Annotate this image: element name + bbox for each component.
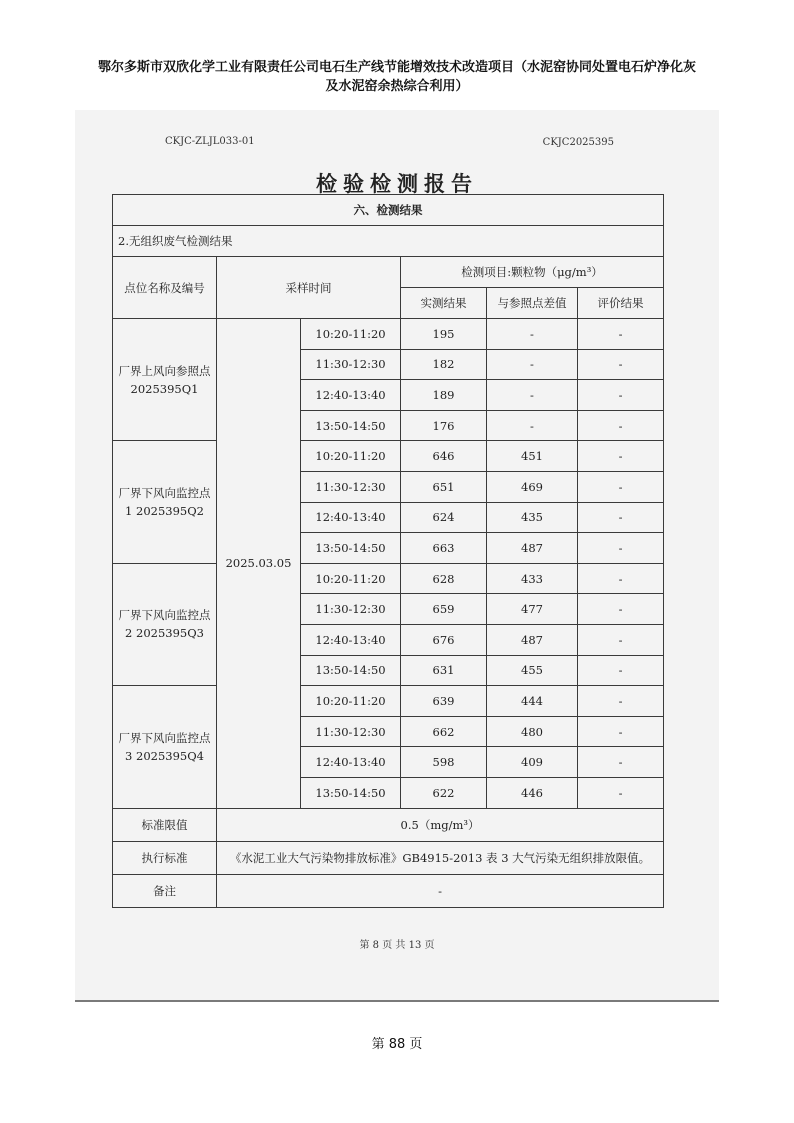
sampling-time: 13:50-14:50 [301,777,401,808]
eval-value: - [578,747,664,778]
sampling-date: 2025.03.05 [217,319,301,809]
eval-value: - [578,380,664,411]
standard-label: 执行标准 [113,841,217,874]
page-header [60,58,734,96]
measured-value: 663 [401,533,487,564]
diff-value: - [487,349,578,380]
measured-value: 662 [401,716,487,747]
header-point: 点位名称及编号 [113,257,217,319]
point-name: 厂界下风向监控点 2 2025395Q3 [113,563,217,685]
sampling-time: 10:20-11:20 [301,319,401,350]
remark-row [113,874,664,907]
measured-value: 646 [401,441,487,472]
eval-value: - [578,655,664,686]
eval-value: - [578,441,664,472]
eval-value: - [578,471,664,502]
eval-value: - [578,563,664,594]
measured-value: 189 [401,380,487,411]
inner-page-number: 第 8 页 共 13 页 [359,940,435,951]
table-row [113,441,664,472]
sampling-time: 10:20-11:20 [301,686,401,717]
eval-value: - [578,533,664,564]
sampling-time: 11:30-12:30 [301,471,401,502]
diff-value: - [487,319,578,350]
diff-value: - [487,410,578,441]
measured-value: 176 [401,410,487,441]
diff-value: 480 [487,716,578,747]
diff-value: 455 [487,655,578,686]
standard-row [113,841,664,874]
page-header-line2: 及水泥窑余热综合利用） [325,79,469,94]
diff-value: 433 [487,563,578,594]
measured-value: 195 [401,319,487,350]
sampling-time: 11:30-12:30 [301,349,401,380]
sampling-time: 12:40-13:40 [301,624,401,655]
measured-value: 628 [401,563,487,594]
eval-value: - [578,319,664,350]
standard-value: 《水泥工业大气污染物排放标准》GB4915-2013 表 3 大气污染无组织排放限值。 [217,841,664,874]
section-row [113,195,664,226]
table-row [113,319,664,350]
point-name: 厂界上风向参照点 2025395Q1 [113,319,217,441]
page-header-line1: 鄂尔多斯市双欣化学工业有限责任公司电石生产线节能增效技术改造项目（水泥窑协同处置电石炉净化灰 [97,60,696,75]
eval-value: - [578,716,664,747]
sampling-time: 13:50-14:50 [301,410,401,441]
sampling-time: 12:40-13:40 [301,747,401,778]
limit-row [113,808,664,841]
subsection-row [113,226,664,257]
diff-value: - [487,380,578,411]
header-eval: 评价结果 [578,288,664,319]
header-diff: 与参照点差值 [487,288,578,319]
measured-value: 639 [401,686,487,717]
eval-value: - [578,502,664,533]
eval-value: - [578,624,664,655]
header-item: 检测项目:颗粒物（μg/m³） [401,257,664,288]
diff-value: 444 [487,686,578,717]
sampling-time: 11:30-12:30 [301,594,401,625]
eval-value: - [578,349,664,380]
sampling-time: 12:40-13:40 [301,502,401,533]
measured-value: 624 [401,502,487,533]
subsection-title: 2.无组织废气检测结果 [113,226,664,257]
diff-value: 469 [487,471,578,502]
measured-value: 631 [401,655,487,686]
eval-value: - [578,777,664,808]
measured-value: 622 [401,777,487,808]
limit-value: 0.5（mg/m³） [217,808,664,841]
sampling-time: 10:20-11:20 [301,441,401,472]
header-measured: 实测结果 [401,288,487,319]
measured-value: 676 [401,624,487,655]
limit-label: 标准限值 [113,808,217,841]
measured-value: 659 [401,594,487,625]
diff-value: 451 [487,441,578,472]
scanned-report-page [75,110,719,1002]
sampling-time: 13:50-14:50 [301,655,401,686]
report-title: 检验检测报告 [316,171,478,196]
header-time: 采样时间 [217,257,401,319]
page-footer: 第 88 页 [371,1037,423,1052]
measured-value: 651 [401,471,487,502]
section-title: 六、检测结果 [113,195,664,226]
sampling-time: 10:20-11:20 [301,563,401,594]
diff-value: 409 [487,747,578,778]
eval-value: - [578,410,664,441]
form-code: CKJC-ZLJL033-01 [165,136,255,147]
measured-value: 598 [401,747,487,778]
results-table [112,194,664,908]
diff-value: 487 [487,533,578,564]
sampling-time: 13:50-14:50 [301,533,401,564]
eval-value: - [578,686,664,717]
table-row [113,563,664,594]
header-row-1 [113,257,664,288]
table-row [113,686,664,717]
sampling-time: 11:30-12:30 [301,716,401,747]
point-name: 厂界下风向监控点 1 2025395Q2 [113,441,217,563]
report-number: CKJC2025395 [542,137,614,148]
eval-value: - [578,594,664,625]
diff-value: 435 [487,502,578,533]
remark-label: 备注 [113,874,217,907]
diff-value: 446 [487,777,578,808]
sampling-time: 12:40-13:40 [301,380,401,411]
remark-value: - [217,874,664,907]
diff-value: 487 [487,624,578,655]
diff-value: 477 [487,594,578,625]
point-name: 厂界下风向监控点 3 2025395Q4 [113,686,217,808]
measured-value: 182 [401,349,487,380]
